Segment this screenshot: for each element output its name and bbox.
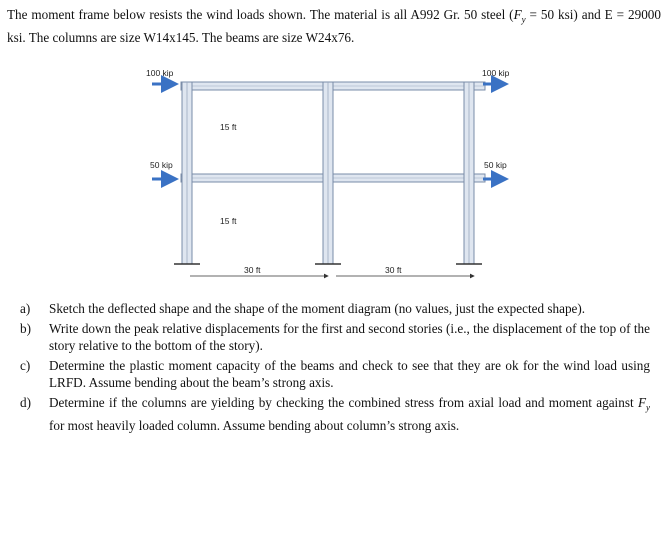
load-label-top-left: 100 kip (146, 68, 174, 78)
fy-symbol: $F_y$ (637, 394, 650, 413)
question-letter: d) (20, 394, 31, 410)
question-list (20, 300, 650, 436)
bay-width-right: 30 ft (385, 265, 402, 275)
question-letter: b) (20, 320, 31, 336)
story-height-bottom: 15 ft (220, 216, 237, 226)
question-a (20, 300, 650, 318)
bay-width-left: 30 ft (244, 265, 261, 275)
load-label-mid-right: 50 kip (484, 160, 507, 170)
question-text: Determine if the columns are yielding by checking the combined stress from axial load and moment against $F_y$ for most heavily loaded column. Assume bending about column’s strong axis. (49, 394, 650, 433)
question-b (20, 320, 650, 355)
question-text: Determine the plastic moment capacity of the beams and check to see that they are ok for the wind load using LRFD. Assume bending about the beam’s strong axis. (49, 357, 650, 390)
question-d (20, 394, 650, 435)
load-label-top-right: 100 kip (482, 68, 510, 78)
right-column (464, 82, 474, 264)
load-label-mid-left: 50 kip (150, 160, 173, 170)
question-text: Sketch the deflected shape and the shape of the moment diagram (no values, just the expected shape). (49, 301, 586, 316)
question-c (20, 357, 650, 392)
question-text: Write down the peak relative displacements for the first and second stories (i.e., the displacement of the top of the story relative to the bottom of the story). (49, 320, 650, 353)
middle-column (323, 82, 333, 264)
question-letter: a) (20, 301, 31, 316)
question-letter: c) (20, 357, 31, 373)
intro-text-1: The moment frame below resists the wind loads shown. The material is all A992 Gr. 50 steel ( (7, 7, 514, 22)
intro-text-2: = 50 ksi) and E = 29000 ksi. The columns are size W14x145. The beams are size W24x76. (7, 7, 661, 45)
story-height-top: 15 ft (220, 122, 237, 132)
left-column (182, 82, 192, 264)
fy-symbol: $F_y$ (513, 7, 526, 25)
